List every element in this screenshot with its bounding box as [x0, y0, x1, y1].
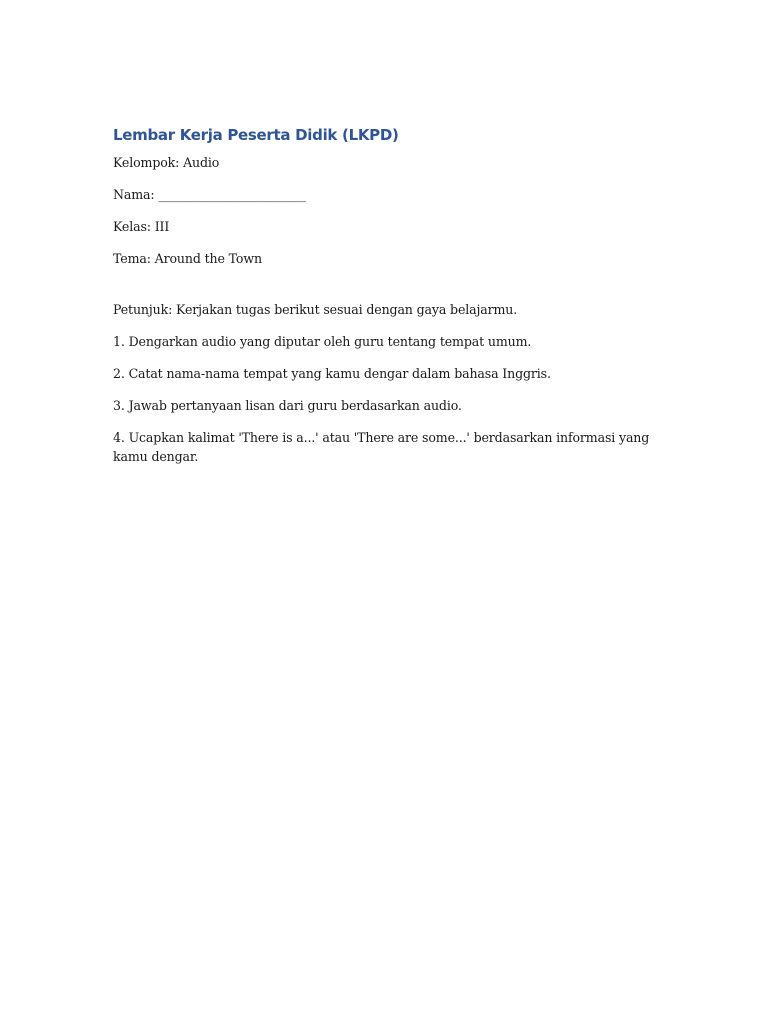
document-title: Lembar Kerja Peserta Didik (LKPD)	[113, 126, 399, 144]
step-item: 4. Ucapkan kalimat 'There is a...' atau 'There are some...' berdasarkan informasi yang kamu dengar.	[113, 430, 650, 464]
petunjuk-line: Petunjuk: Kerjakan tugas berikut sesuai dengan gaya belajarmu.	[113, 302, 518, 317]
tema-line: Tema: Around the Town	[113, 251, 262, 266]
kelas-line: Kelas: III	[113, 219, 170, 234]
step-item: 2. Catat nama-nama tempat yang kamu dengar dalam bahasa Inggris.	[113, 366, 551, 381]
document-body	[113, 124, 658, 479]
step-item: 1. Dengarkan audio yang diputar oleh guru tentang tempat umum.	[113, 334, 532, 349]
nama-line: Nama: ________________________	[113, 187, 306, 202]
kelompok-line: Kelompok: Audio	[113, 155, 220, 170]
step-item: 3. Jawab pertanyaan lisan dari guru berdasarkan audio.	[113, 398, 462, 413]
